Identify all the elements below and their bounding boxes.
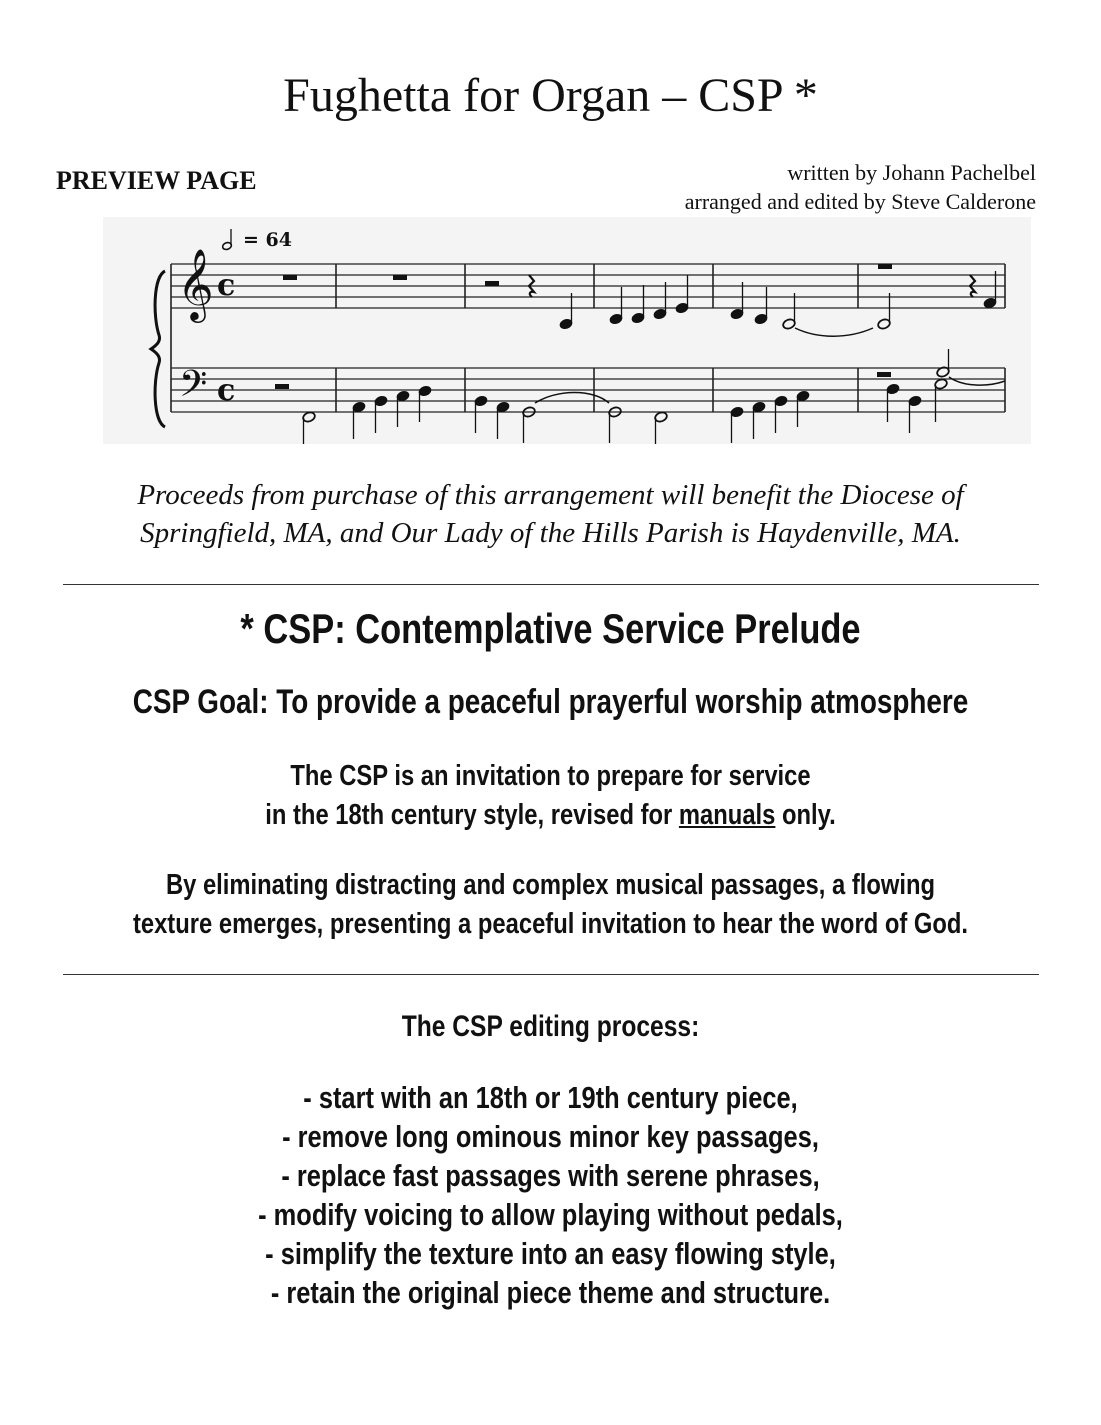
proceeds-note xyxy=(0,476,1101,552)
texture-line: texture emerges, presenting a peaceful invitation to hear the word of God. xyxy=(132,908,969,940)
manuals-emphasis: manuals xyxy=(678,799,776,831)
composer-credit: written by Johann Pachelbel xyxy=(787,160,1036,185)
sheet-music xyxy=(103,217,1031,444)
invitation-paragraph xyxy=(99,757,1002,835)
half-rest xyxy=(877,372,891,377)
tie xyxy=(795,328,873,336)
credits xyxy=(685,158,1036,216)
invitation-line: The CSP is an invitation to prepare for service xyxy=(290,760,811,792)
texture-paragraph xyxy=(99,866,1002,944)
process-heading: The CSP editing process: xyxy=(401,1010,700,1043)
whole-rest xyxy=(393,275,407,280)
process-steps xyxy=(99,1078,1002,1312)
tempo-value: = 64 xyxy=(243,229,292,251)
tempo-mark xyxy=(222,229,292,251)
texture-line: By eliminating distracting and complex musical passages, a flowing xyxy=(165,869,936,901)
process-step: - simplify the texture into an easy flowing style, xyxy=(265,1236,836,1271)
tie xyxy=(949,377,1005,385)
whole-rest xyxy=(878,264,892,269)
bass-notes xyxy=(302,349,950,444)
process-step: - remove long ominous minor key passages, xyxy=(282,1119,819,1154)
csp-goal: CSP Goal: To provide a peaceful prayerful worship atmosphere xyxy=(132,683,969,721)
bass-clef: 𝄢 xyxy=(179,363,208,414)
treble-staff xyxy=(171,264,1005,308)
half-rest xyxy=(485,281,499,286)
process-step: - modify voicing to allow playing without pedals, xyxy=(258,1197,843,1232)
preview-label: PREVIEW PAGE xyxy=(56,166,257,195)
proceeds-line: Springfield, MA, and Our Lady of the Hills Parish is Haydenville, MA. xyxy=(140,517,961,549)
csp-heading: * CSP: Contemplative Service Prelude xyxy=(240,605,861,652)
invitation-line: in the 18th century style, revised for manuals only. xyxy=(265,799,836,831)
process-step: - retain the original piece theme and structure. xyxy=(270,1275,831,1310)
arranger-credit: arranged and edited by Steve Calderone xyxy=(684,189,1036,214)
divider xyxy=(63,974,1039,975)
treble-clef: 𝄞 xyxy=(177,247,214,320)
treble-notes xyxy=(559,271,997,330)
bass-time-signature: c xyxy=(217,373,236,408)
divider xyxy=(63,584,1039,585)
half-rest xyxy=(275,384,289,389)
process-step: - replace fast passages with serene phrases, xyxy=(281,1158,820,1193)
treble-time-signature: c xyxy=(217,268,236,303)
grand-staff-brace xyxy=(151,271,165,427)
score-excerpt xyxy=(103,217,1031,444)
page-title: Fughetta for Organ – CSP * xyxy=(283,69,818,122)
process-step: - start with an 18th or 19th century piece, xyxy=(303,1080,798,1115)
whole-rest xyxy=(283,275,297,280)
proceeds-line: Proceeds from purchase of this arrangement will benefit the Diocese of xyxy=(137,479,964,511)
